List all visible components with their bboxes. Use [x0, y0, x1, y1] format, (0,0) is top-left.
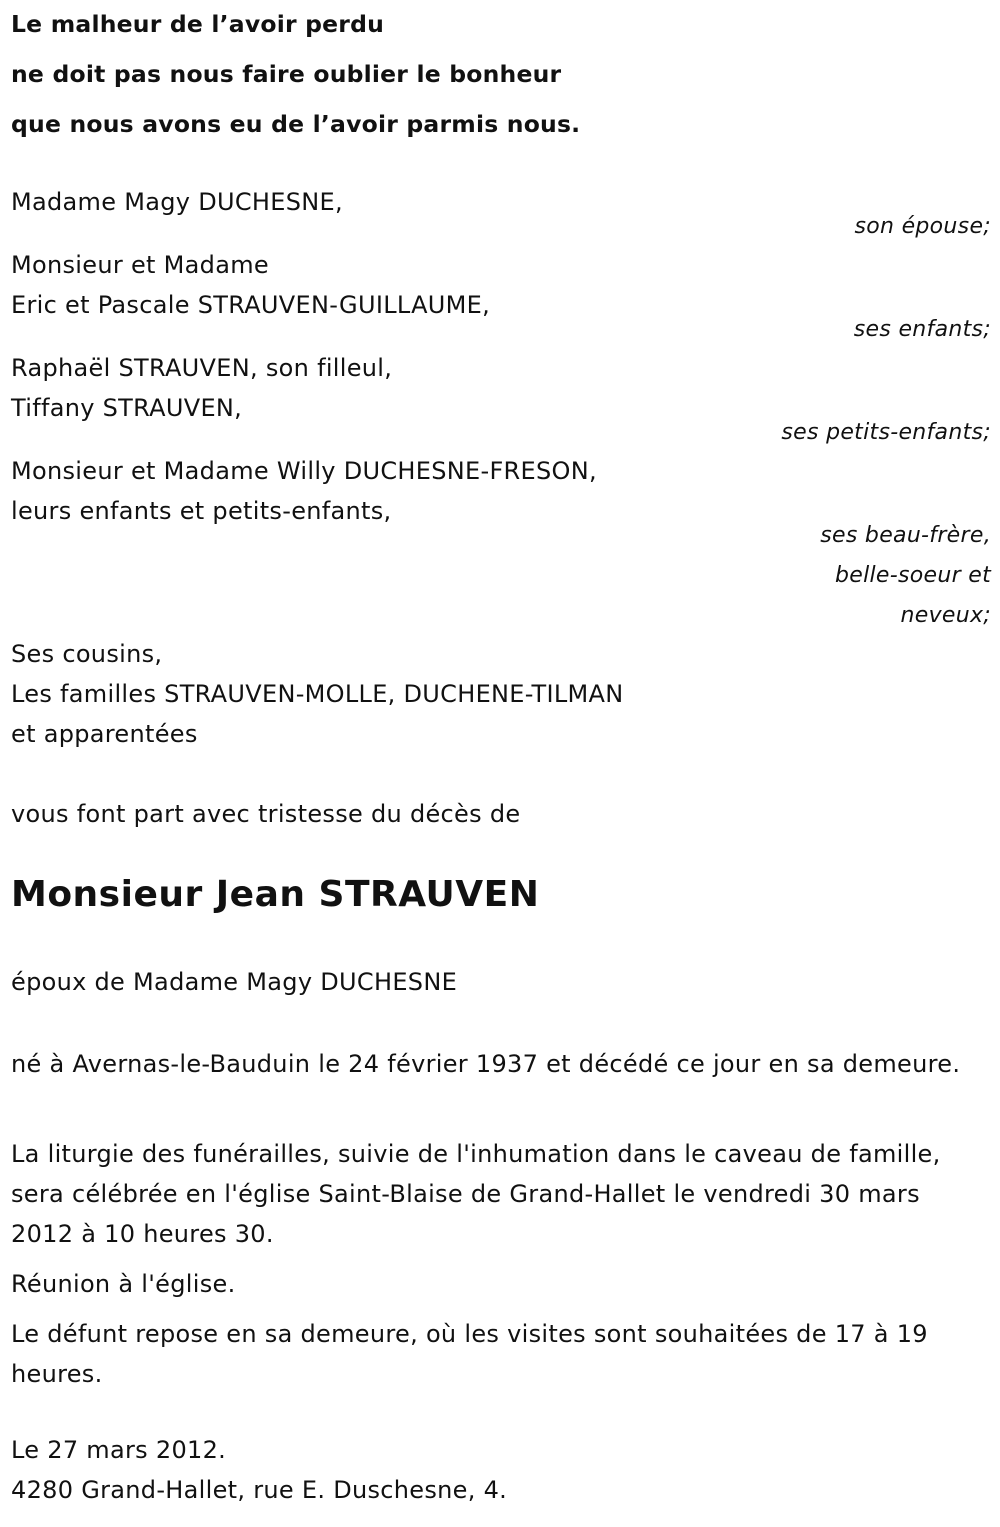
- quote-line-3: que nous avons eu de l’avoir parmis nous.: [11, 110, 581, 138]
- family-cousins-line-1: Ses cousins,: [11, 640, 163, 668]
- announcement-text: vous font part avec tristesse du décès de: [11, 800, 521, 828]
- family-spouse-name: Madame Magy DUCHESNE,: [11, 188, 343, 216]
- relation-grandchildren: ses petits-enfants;: [781, 420, 991, 445]
- quote-line-2: ne doit pas nous faire oublier le bonheur: [11, 60, 562, 88]
- quote-line-1: Le malheur de l’avoir perdu: [11, 10, 385, 38]
- family-cousins-line-3: et apparentées: [11, 720, 198, 748]
- spouse-line: époux de Madame Magy DUCHESNE: [11, 968, 458, 996]
- family-grandchildren-line-2: Tiffany STRAUVEN,: [11, 394, 243, 422]
- family-inlaws-line-1: Monsieur et Madame Willy DUCHESNE-FRESON,: [11, 457, 597, 485]
- visits-paragraph: Le défunt repose en sa demeure, où les visites sont souhaitées de 17 à 19 heures.: [11, 1320, 928, 1388]
- family-grandchildren-line-1: Raphaël STRAUVEN, son filleul,: [11, 354, 393, 382]
- relation-inlaws-line-1: ses beau-frère,: [820, 523, 991, 548]
- family-cousins-line-2: Les familles STRAUVEN-MOLLE, DUCHENE-TILMAN: [11, 680, 624, 708]
- obituary-notice: [11, 0, 991, 1527]
- family-children-line-1: Monsieur et Madame: [11, 251, 269, 279]
- footer-date: Le 27 mars 2012.: [11, 1436, 227, 1464]
- family-children-line-2: Eric et Pascale STRAUVEN-GUILLAUME,: [11, 291, 491, 319]
- relation-inlaws-line-2: belle-soeur et: [835, 563, 991, 588]
- relation-spouse: son épouse;: [854, 214, 991, 239]
- relation-children: ses enfants;: [853, 317, 991, 342]
- relation-inlaws-line-3: neveux;: [900, 603, 991, 628]
- meeting-paragraph: Réunion à l'église.: [11, 1270, 236, 1298]
- footer-address: 4280 Grand-Hallet, rue E. Duschesne, 4.: [11, 1476, 508, 1504]
- funeral-paragraph: La liturgie des funérailles, suivie de l'inhumation dans le caveau de famille, sera célébrée en l'église Saint-Blaise de Grand-Hallet le vendredi 30 mars 2012 à 10 heures 30.: [11, 1140, 941, 1248]
- deceased-name: Monsieur Jean STRAUVEN: [11, 874, 540, 915]
- birth-death-paragraph: né à Avernas-le-Bauduin le 24 février 1937 et décédé ce jour en sa demeure.: [11, 1050, 961, 1078]
- family-inlaws-line-2: leurs enfants et petits-enfants,: [11, 497, 392, 525]
